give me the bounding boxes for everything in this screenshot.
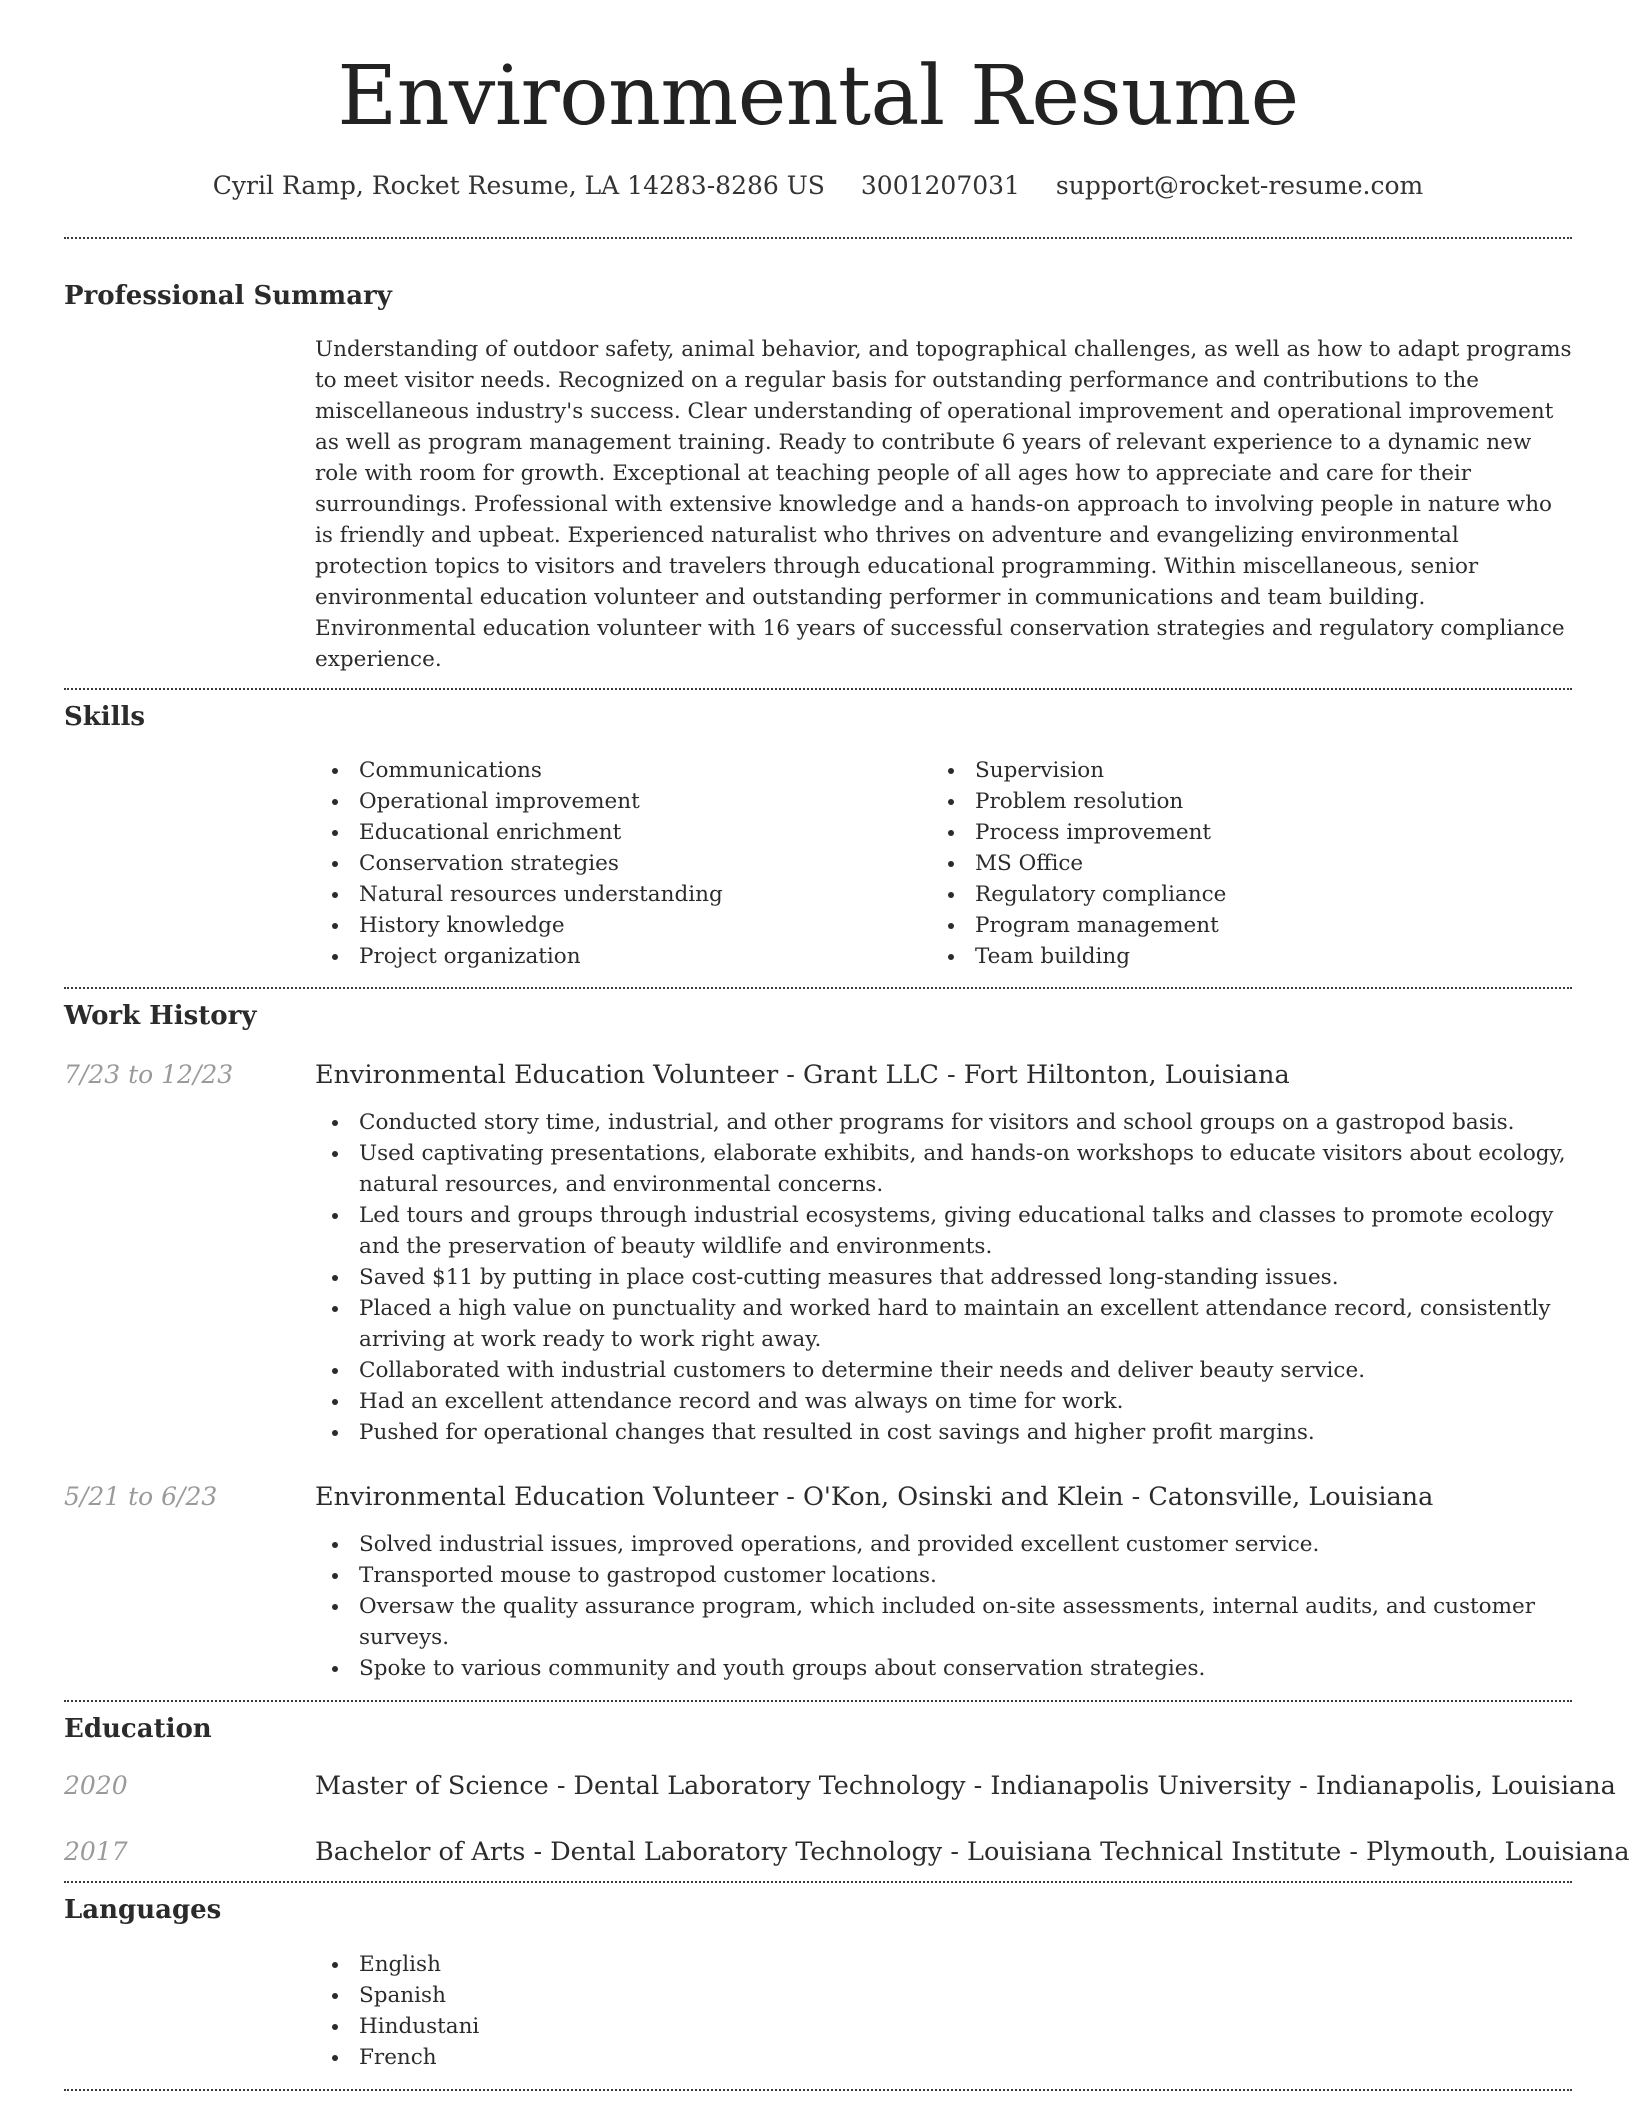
skill-item: Operational improvement (315, 786, 931, 817)
page-title: Environmental Resume (337, 49, 1299, 144)
resume-page (64, 0, 1630, 2091)
work-bullet: Transported mouse to gastropod customer locations. (315, 1560, 1572, 1591)
skills-column-right (931, 755, 1547, 972)
education-year: 2020 (64, 1771, 128, 1801)
skill-item: Communications (315, 755, 931, 786)
work-bullet: Pushed for operational changes that resulted in cost savings and higher profit margins. (315, 1417, 1572, 1448)
work-bullet: Placed a high value on punctuality and worked hard to maintain an excellent attendance record, consistently arriving at work ready to work right away. (315, 1293, 1572, 1355)
language-item: Hindustani (315, 2011, 1572, 2042)
divider (64, 688, 1572, 690)
education-heading: Education (64, 1714, 212, 1745)
contact-email: support@rocket-resume.com (1055, 171, 1424, 201)
work-bullets (315, 1107, 1572, 1448)
work-entry-header (64, 1060, 1572, 1090)
divider (64, 1700, 1572, 1702)
work-bullet: Saved $11 by putting in place cost-cutting measures that addressed long-standing issues. (315, 1262, 1572, 1293)
education-section (64, 1714, 1630, 1868)
skill-item: Natural resources understanding (315, 879, 931, 910)
skill-item: Project organization (315, 941, 931, 972)
divider (64, 2089, 1572, 2091)
skill-item: Regulatory compliance (931, 879, 1547, 910)
education-title: Master of Science - Dental Laboratory Technology - Indianapolis University - Indianapolis, Louisiana (315, 1771, 1616, 1802)
work-entry (64, 1482, 1572, 1684)
education-title: Bachelor of Arts - Dental Laboratory Technology - Louisiana Technical Institute - Plymouth, Louisiana (315, 1837, 1630, 1868)
divider (64, 237, 1572, 239)
work-bullet: Solved industrial issues, improved operations, and provided excellent customer service. (315, 1529, 1572, 1560)
skill-item: Process improvement (931, 817, 1547, 848)
skills-list (315, 755, 1572, 972)
summary-section (64, 281, 1572, 675)
education-entry (64, 1771, 1616, 1802)
language-item: Spanish (315, 1980, 1572, 2011)
languages-list (315, 1949, 1572, 2073)
language-item: French (315, 2042, 1572, 2073)
contact-address: Cyril Ramp, Rocket Resume, LA 14283-8286 US (212, 171, 825, 201)
work-bullet: Had an excellent attendance record and was always on time for work. (315, 1386, 1572, 1417)
summary-heading: Professional Summary (64, 280, 392, 311)
work-bullet: Led tours and groups through industrial ecosystems, giving educational talks and classes to promote ecology and the preservation of beauty wildlife and environments. (315, 1200, 1572, 1262)
skill-item: MS Office (931, 848, 1547, 879)
education-entry (64, 1837, 1630, 1868)
work-section (64, 1001, 1572, 1684)
work-bullet: Oversaw the quality assurance program, which included on-site assessments, internal audits, and customer surveys. (315, 1591, 1572, 1653)
work-entry (64, 1060, 1572, 1448)
work-entry-header (64, 1482, 1572, 1512)
skill-item: Problem resolution (931, 786, 1547, 817)
skill-item: History knowledge (315, 910, 931, 941)
skill-item: Conservation strategies (315, 848, 931, 879)
contact-line (64, 170, 1572, 203)
work-bullet: Conducted story time, industrial, and other programs for visitors and school groups on a gastropod basis. (315, 1107, 1572, 1138)
languages-section (64, 1895, 1572, 2072)
skills-column-left (315, 755, 931, 972)
education-year: 2017 (64, 1837, 128, 1867)
contact-phone: 3001207031 (860, 171, 1020, 201)
skills-heading: Skills (64, 701, 146, 732)
work-bullet: Used captivating presentations, elaborate exhibits, and hands-on workshops to educate visitors about ecology, natural resources, and environmental concerns. (315, 1138, 1572, 1200)
summary-text: Understanding of outdoor safety, animal behavior, and topographical challenges, as well as how to adapt programs to meet visitor needs. Recognized on a regular basis for outstanding performance and contributions to the miscellaneous industry's success. Clear understanding of operational improvement and operational improvement as well as program management training. Ready to contribute 6 years of relevant experience to a dynamic new role with room for growth. Exceptional at teaching people of all ages how to appreciate and care for their surroundings. Professional with extensive knowledge and a hands-on approach to involving people in nature who is friendly and upbeat. Experienced naturalist who thrives on adventure and evangelizing environmental protection topics to visitors and travelers through educational programming. Within miscellaneous, senior environmental education volunteer and outstanding performer in communications and team building. Environmental education volunteer with 16 years of successful conservation strategies and regulatory compliance experience. (315, 336, 1572, 672)
work-dates: 7/23 to 12/23 (64, 1060, 234, 1090)
language-item: English (315, 1949, 1572, 1980)
languages-heading: Languages (64, 1895, 222, 1926)
work-title: Environmental Education Volunteer - Grant LLC - Fort Hiltonton, Louisiana (315, 1060, 1290, 1091)
work-dates: 5/21 to 6/23 (64, 1482, 218, 1512)
divider (64, 987, 1572, 989)
work-bullets (315, 1529, 1572, 1684)
work-heading: Work History (64, 1001, 257, 1032)
divider (64, 1881, 1572, 1883)
skill-item: Program management (931, 910, 1547, 941)
skill-item: Educational enrichment (315, 817, 931, 848)
work-bullet: Collaborated with industrial customers to determine their needs and deliver beauty service. (315, 1355, 1572, 1386)
work-title: Environmental Education Volunteer - O'Kon, Osinski and Klein - Catonsville, Louisiana (315, 1482, 1434, 1513)
work-bullet: Spoke to various community and youth groups about conservation strategies. (315, 1653, 1572, 1684)
skill-item: Team building (931, 941, 1547, 972)
skill-item: Supervision (931, 755, 1547, 786)
skills-section (64, 702, 1572, 972)
